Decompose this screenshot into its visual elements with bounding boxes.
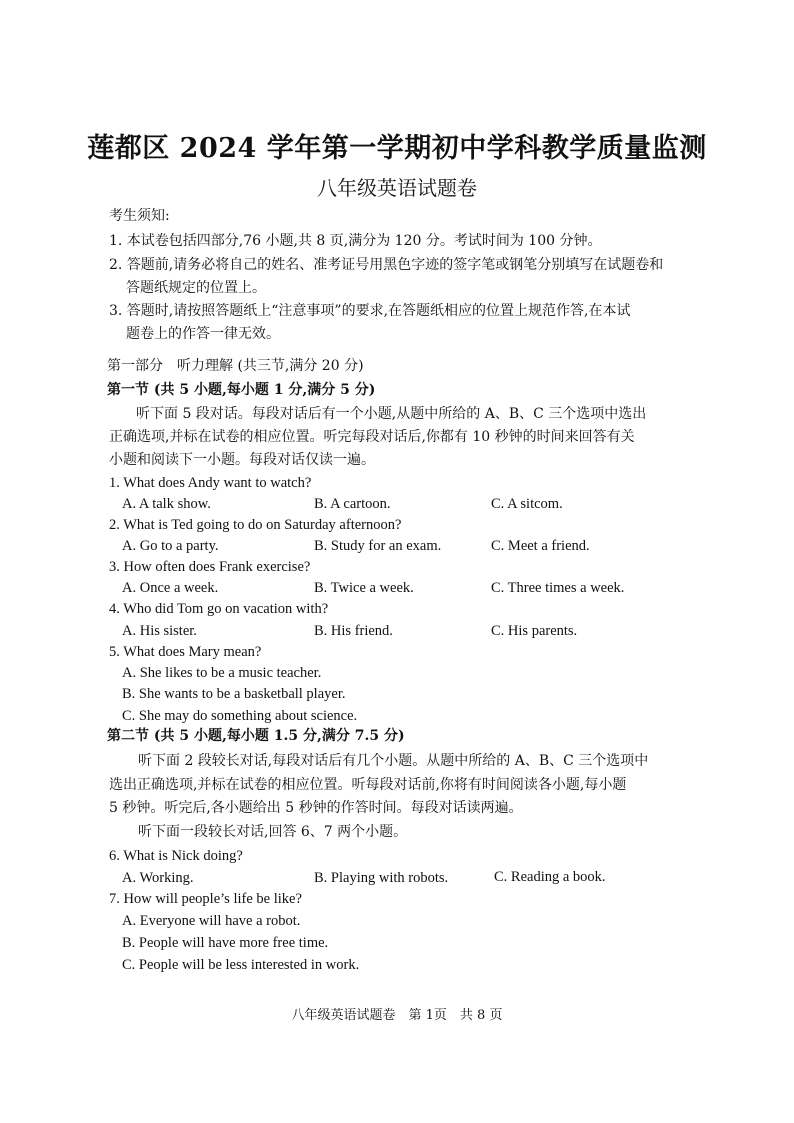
page-footer: 八年级英语试题卷 第 1页 共 8 页 (291, 1008, 503, 1023)
notice-item-2: 2. 答题前,请务必将自己的姓名、准考证号用黑色字迹的签字笔或钢笔分别填写在试题卷和 (109, 257, 664, 273)
question-4-option-a: A. His sister. (122, 623, 197, 639)
question-3-option-a: A. Once a week. (122, 580, 219, 596)
section2-heading: 第二节 (共 5 小题,每小题 1.5 分,满分 7.5 分) (107, 728, 405, 744)
question-5-option-a: A. She likes to be a music teacher. (122, 665, 322, 681)
section1-instruction-2: 正确选项,并标在试卷的相应位置。听完每段对话后,你都有 10 秒钟的时间来回答有关 (109, 429, 635, 445)
section2-subinstruction: 听下面一段较长对话,回答 6、7 两个小题。 (138, 824, 408, 840)
notice-item-2-cont: 答题纸规定的位置上。 (126, 280, 266, 296)
question-6-option-c: C. Reading a book. (494, 869, 606, 885)
notice-heading: 考生须知: (109, 208, 170, 224)
question-1-option-a: A. A talk show. (122, 496, 211, 512)
question-7-option-a: A. Everyone will have a robot. (122, 913, 301, 929)
section2-instruction-3: 5 秒钟。听完后,各小题给出 5 秒钟的作答时间。每段对话读两遍。 (109, 800, 523, 816)
question-2-option-b: B. Study for an exam. (314, 538, 442, 554)
question-7-option-b: B. People will have more free time. (122, 935, 329, 951)
section1-instruction-3: 小题和阅读下一小题。每段对话仅读一遍。 (109, 452, 375, 468)
question-6-stem: 6. What is Nick doing? (109, 848, 243, 864)
question-5-stem: 5. What does Mary mean? (109, 644, 262, 660)
question-2-stem: 2. What is Ted going to do on Saturday afternoon? (109, 517, 402, 533)
notice-item-3-cont: 题卷上的作答一律无效。 (126, 326, 280, 342)
section2-instruction-2: 选出正确选项,并标在试卷的相应位置。听每段对话前,你将有时间阅读各小题,每小题 (109, 777, 627, 793)
section2-instruction-1: 听下面 2 段较长对话,每段对话后有几个小题。从题中所给的 A、B、C 三个选项中 (138, 753, 649, 769)
question-2-option-a: A. Go to a party. (122, 538, 219, 554)
question-2-option-c: C. Meet a friend. (491, 538, 590, 554)
question-7-option-c: C. People will be less interested in work. (122, 957, 360, 973)
question-5-option-c: C. She may do something about science. (122, 708, 358, 724)
section1-heading: 第一节 (共 5 小题,每小题 1 分,满分 5 分) (107, 382, 376, 398)
exam-subtitle: 八年级英语试题卷 (317, 176, 477, 200)
part1-heading: 第一部分 听力理解 (共三节,满分 20 分) (107, 358, 364, 374)
question-1-option-b: B. A cartoon. (314, 496, 391, 512)
question-5-option-b: B. She wants to be a basketball player. (122, 686, 346, 702)
exam-title: 莲都区 2024 学年第一学期初中学科教学质量监测 (87, 133, 707, 164)
question-4-option-b: B. His friend. (314, 623, 393, 639)
question-4-stem: 4. Who did Tom go on vacation with? (109, 601, 329, 617)
question-3-option-c: C. Three times a week. (491, 580, 625, 596)
question-3-option-b: B. Twice a week. (314, 580, 414, 596)
question-6-option-b: B. Playing with robots. (314, 870, 449, 886)
section1-instruction-1: 听下面 5 段对话。每段对话后有一个小题,从题中所给的 A、B、C 三个选项中选出 (136, 406, 647, 422)
notice-item-1: 1. 本试卷包括四部分,76 小题,共 8 页,满分为 120 分。考试时间为 100 分钟。 (109, 233, 602, 249)
notice-item-3: 3. 答题时,请按照答题纸上“注意事项”的要求,在答题纸相应的位置上规范作答,在本试 (109, 303, 631, 319)
question-4-option-c: C. His parents. (491, 623, 578, 639)
question-3-stem: 3. How often does Frank exercise? (109, 559, 311, 575)
question-6-option-a: A. Working. (122, 870, 194, 886)
question-1-stem: 1. What does Andy want to watch? (109, 475, 312, 491)
question-7-stem: 7. How will people’s life be like? (109, 891, 302, 907)
question-1-option-c: C. A sitcom. (491, 496, 563, 512)
